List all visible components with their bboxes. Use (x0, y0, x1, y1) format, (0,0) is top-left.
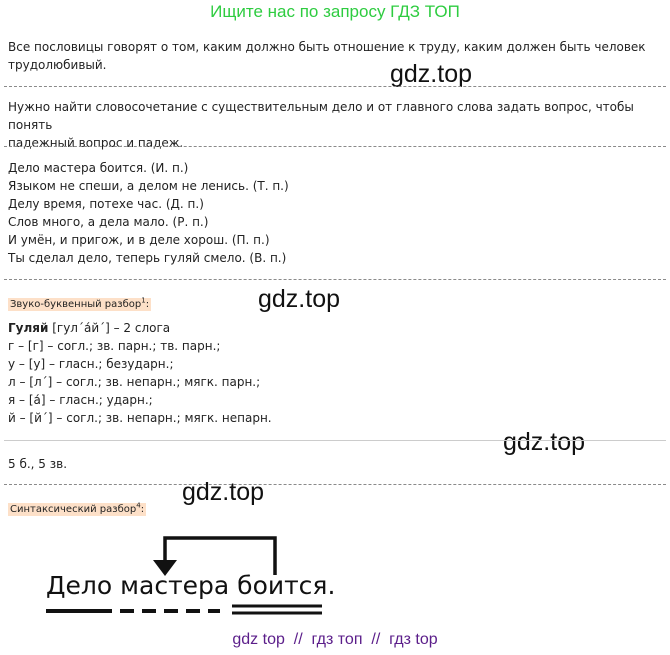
syntax-analysis-label (8, 497, 146, 517)
proverb-item: Языком не спеши, а делом не ленись. (Т. п.) (8, 179, 289, 193)
proverb-item: Дело мастера боится. (И. п.) (8, 161, 189, 175)
sound-summary: 5 б., 5 зв. (8, 457, 68, 471)
letter-row: й – [й´] – согл.; зв. непарн.; мягк. непарн. (8, 411, 272, 425)
label-colon: : (140, 504, 145, 515)
footer-links: gdz top // гдз топ // гдз top (232, 631, 438, 648)
letter-row: я – [а́] – гласн.; ударн.; (8, 393, 153, 407)
syntax-analysis-label-text: Синтаксический разбор (10, 504, 137, 515)
letter-row: л – [л´] – согл.; зв. непарн.; мягк. парн.; (8, 375, 261, 389)
footnote-mark: 1 (141, 296, 146, 305)
word-transcription-line (8, 319, 272, 337)
sentence-word-subject: Дело (46, 571, 113, 600)
dependency-arrow-line (165, 538, 275, 575)
proverb-item: Делу время, потехе час. (Д. п.) (8, 197, 204, 211)
sound-analysis-label (8, 292, 151, 312)
divider (4, 484, 666, 485)
proverb-item: Ты сделал дело, теперь гуляй смело. (В. п.) (8, 251, 287, 265)
watermark: gdz.top (503, 428, 586, 456)
divider (4, 86, 666, 87)
proverb-list (8, 159, 289, 267)
syntax-sentence (46, 571, 335, 600)
divider (4, 279, 666, 280)
syntax-diagram (0, 520, 670, 620)
watermark: gdz.top (182, 478, 265, 506)
footnote-mark: 4 (136, 501, 141, 510)
sentence-word-predicate: боится. (237, 571, 336, 600)
intro-line-1: Все пословицы говорят о том, каким должно быть отношение к труду, каким должен быть человек (8, 40, 646, 54)
sound-analysis-body (8, 319, 272, 427)
letter-row: у – [у] – гласн.; безударн.; (8, 357, 174, 371)
intro-line-2: трудолюбивый. (8, 58, 107, 72)
task-line-2: падежный вопрос и падеж. (8, 136, 184, 150)
divider (4, 440, 666, 441)
analysed-word: Гуляй (8, 321, 49, 335)
task-text (8, 98, 670, 152)
transcription: [гул´а́й´] – 2 слога (52, 321, 171, 335)
letter-row: г – [г] – согл.; зв. парн.; тв. парн.; (8, 339, 221, 353)
watermark: gdz.top (258, 285, 341, 313)
syntax-analysis-highlight (8, 503, 146, 516)
watermark: gdz.top (390, 60, 473, 88)
proverb-item: И умён, и пригож, и в деле хорош. (П. п.) (8, 233, 270, 247)
divider (4, 146, 666, 147)
intro-text (8, 38, 646, 74)
proverb-item: Слов много, а дела мало. (Р. п.) (8, 215, 209, 229)
page-header-title: Ищите нас по запросу ГДЗ ТОП (210, 2, 460, 21)
sound-analysis-label-text: Звуко-буквенный разбор (10, 299, 142, 310)
sentence-word-object: мастера (120, 571, 230, 600)
sound-analysis-highlight (8, 298, 151, 311)
task-line-1: Нужно найти словосочетание с существительным дело и от главного слова задать вопрос, чтобы понять (8, 100, 634, 132)
label-colon: : (145, 299, 150, 310)
